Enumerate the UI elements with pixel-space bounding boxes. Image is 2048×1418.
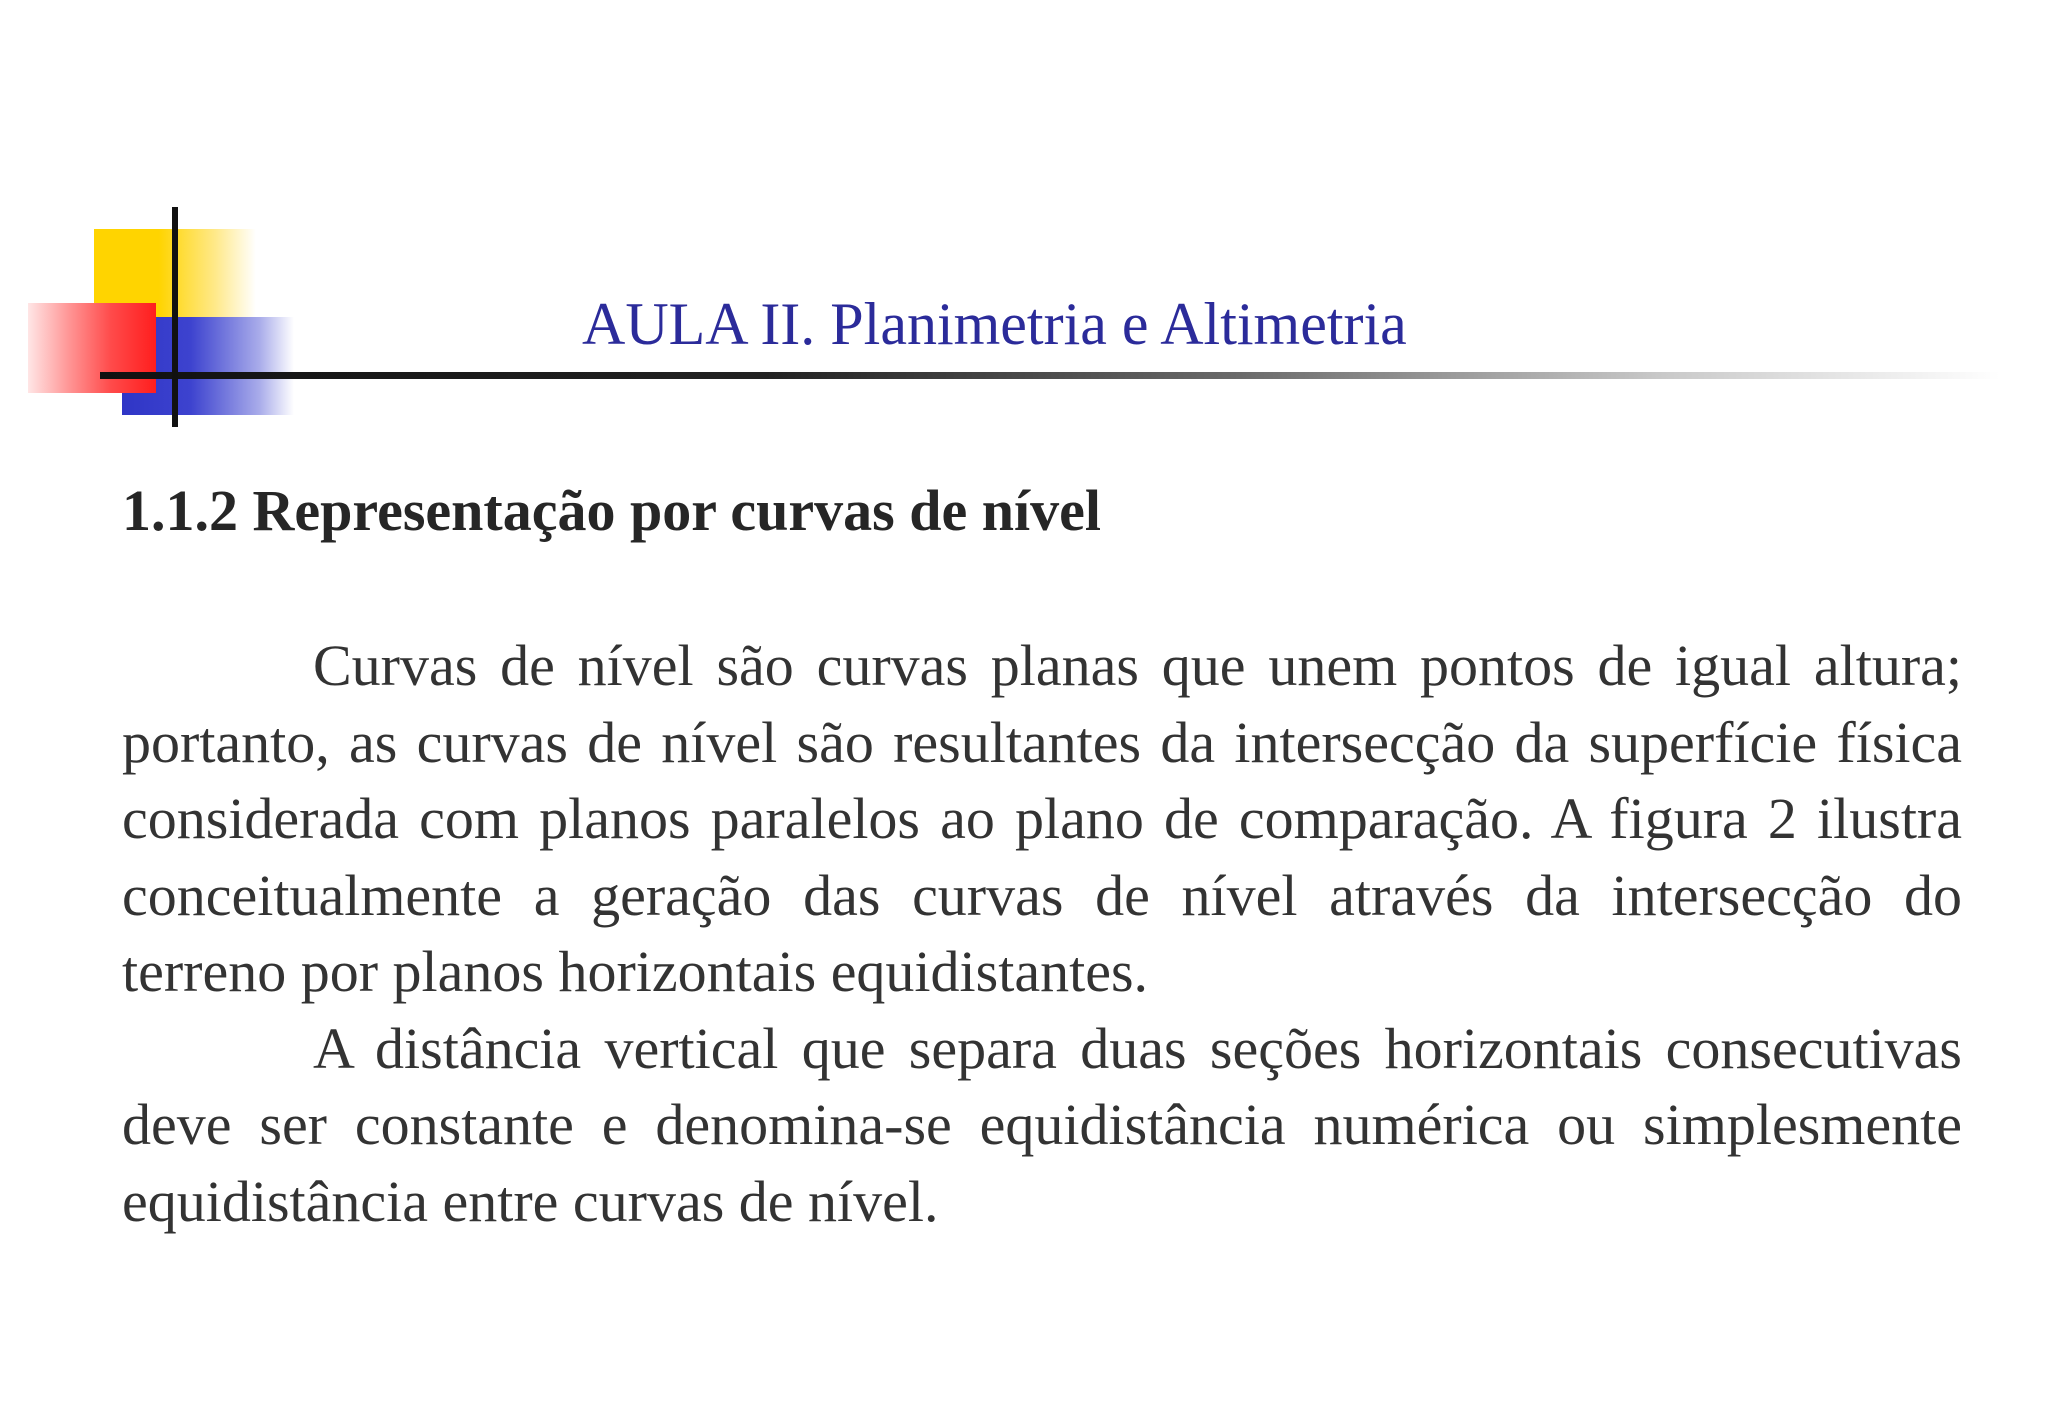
decorative-red-block: [28, 303, 156, 393]
decorative-vertical-rule: [172, 207, 178, 427]
section-heading: 1.1.2 Representação por curvas de nível: [122, 478, 1101, 543]
title-underline-rule: [100, 372, 2000, 379]
body-text: [122, 628, 1962, 1240]
body-paragraph-2: A distância vertical que separa duas seções horizontais consecutivas deve ser constante e denomina-se equidistância numérica ou simplesmente equidistância entre curvas de nível.: [122, 1015, 1962, 1234]
slide-title: AULA II. Planimetria e Altimetria: [582, 291, 1407, 357]
body-paragraph-1: Curvas de nível são curvas planas que unem pontos de igual altura; portanto, as curvas de nível são resultantes da intersecção da superfície física considerada com planos paralelos ao plano de comparação. A figura 2 ilustra conceitualmente a geração das curvas de nível através da intersecção do terreno por planos horizontais equidistantes.: [122, 633, 1962, 1004]
